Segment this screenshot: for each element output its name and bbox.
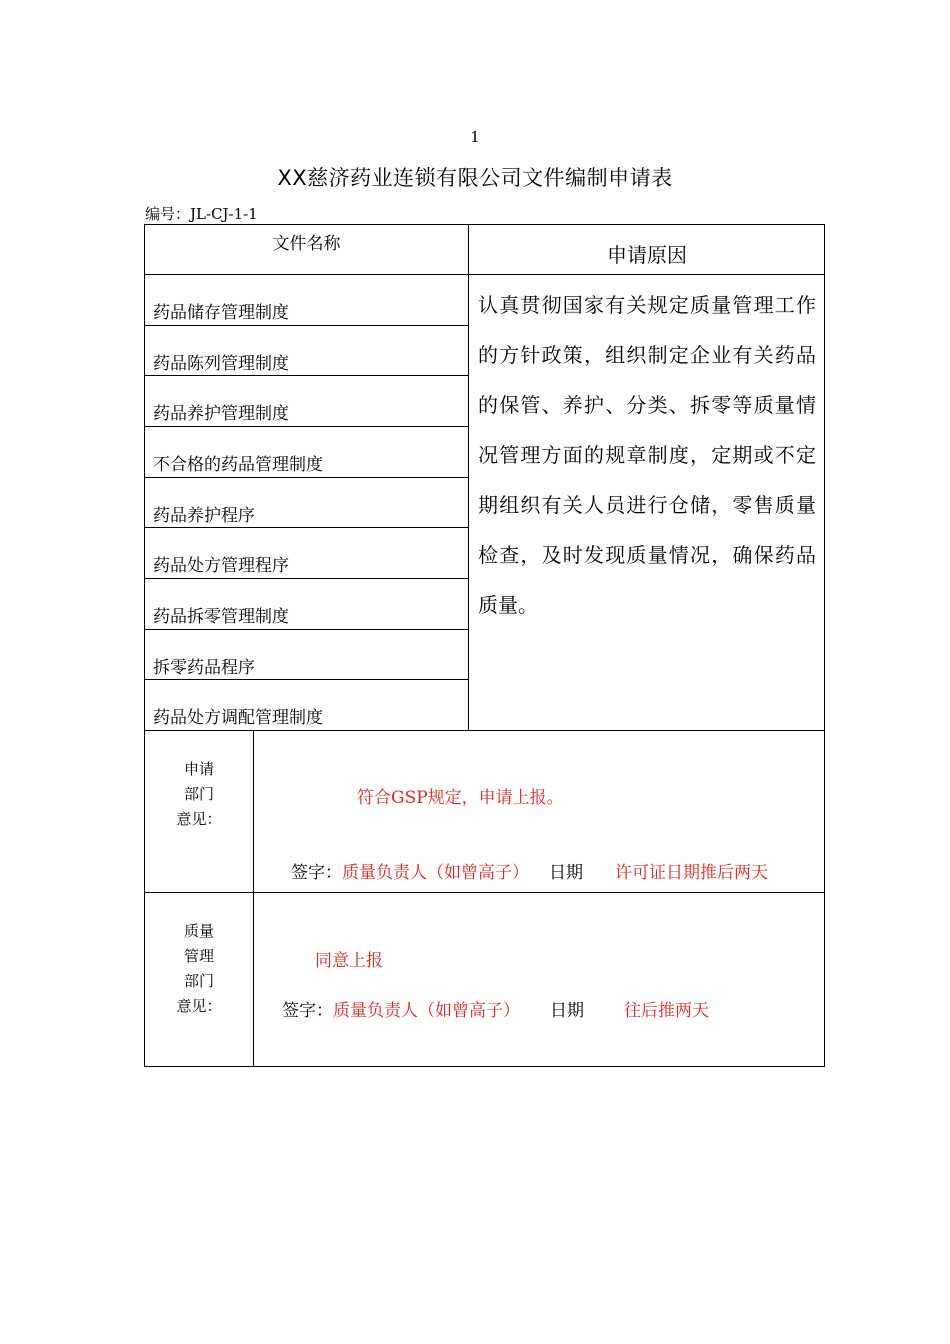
label-line: 意见： bbox=[176, 810, 222, 828]
file-name-cell: 药品养护程序 bbox=[153, 506, 255, 526]
label-line: 管理 bbox=[183, 947, 214, 965]
sign-label: 签字： bbox=[282, 1001, 333, 1021]
file-name-cell: 药品拆零管理制度 bbox=[153, 607, 289, 627]
row-divider bbox=[144, 375, 469, 376]
label-line: 申请 bbox=[183, 760, 214, 778]
qa-opinion-label bbox=[144, 919, 254, 1019]
file-name-cell: 药品处方管理程序 bbox=[153, 556, 289, 576]
sign-label: 签字： bbox=[291, 863, 342, 883]
row-divider bbox=[144, 629, 469, 630]
dept-opinion-text: 符合GSP规定，申请上报。 bbox=[357, 788, 564, 808]
date-label: 日期 bbox=[549, 863, 583, 883]
row-divider bbox=[144, 527, 469, 528]
label-line: 部门 bbox=[183, 972, 214, 990]
page-number: 1 bbox=[470, 128, 480, 146]
dept-signature-line bbox=[291, 858, 768, 883]
signer-name: 质量负责人（如曾高子） bbox=[342, 863, 529, 883]
header-reason: 申请原因 bbox=[607, 243, 687, 267]
signer-name: 质量负责人（如曾高子） bbox=[333, 1001, 520, 1021]
file-name-cell: 药品陈列管理制度 bbox=[153, 354, 289, 374]
row-divider bbox=[144, 578, 469, 579]
qa-signature-line bbox=[282, 996, 709, 1021]
label-line: 意见： bbox=[176, 997, 222, 1015]
label-line: 质量 bbox=[183, 922, 214, 940]
date-label: 日期 bbox=[550, 1001, 584, 1021]
label-line: 部门 bbox=[183, 785, 214, 803]
date-value: 许可证日期推后两天 bbox=[615, 863, 768, 883]
dept-opinion-label bbox=[144, 757, 254, 832]
section-divider bbox=[144, 892, 825, 893]
serial-number: 编号：JL-CJ-1-1 bbox=[145, 205, 258, 223]
file-name-cell: 药品储存管理制度 bbox=[153, 303, 289, 323]
file-name-cell: 不合格的药品管理制度 bbox=[153, 455, 323, 475]
header-divider bbox=[144, 274, 825, 275]
document-title: XX慈济药业连锁有限公司文件编制申请表 bbox=[277, 166, 673, 190]
date-value: 往后推两天 bbox=[624, 1001, 709, 1021]
row-divider bbox=[144, 477, 469, 478]
header-file-name: 文件名称 bbox=[272, 234, 341, 254]
row-divider bbox=[144, 325, 469, 326]
qa-opinion-text: 同意上报 bbox=[315, 951, 383, 971]
file-name-cell: 拆零药品程序 bbox=[153, 658, 255, 678]
file-name-cell: 药品养护管理制度 bbox=[153, 404, 289, 424]
row-divider bbox=[144, 426, 469, 427]
application-reason-text: 认真贯彻国家有关规定质量管理工作的方针政策，组织制定企业有关药品的保管、养护、分类、拆零等质量情况管理方面的规章制度，定期或不定期组织有关人员进行仓储，零售质量检查，及时发现质量情况，确保药品质量。 bbox=[478, 293, 816, 617]
row-divider bbox=[144, 679, 469, 680]
file-name-cell: 药品处方调配管理制度 bbox=[153, 708, 323, 728]
section-divider bbox=[144, 730, 825, 731]
